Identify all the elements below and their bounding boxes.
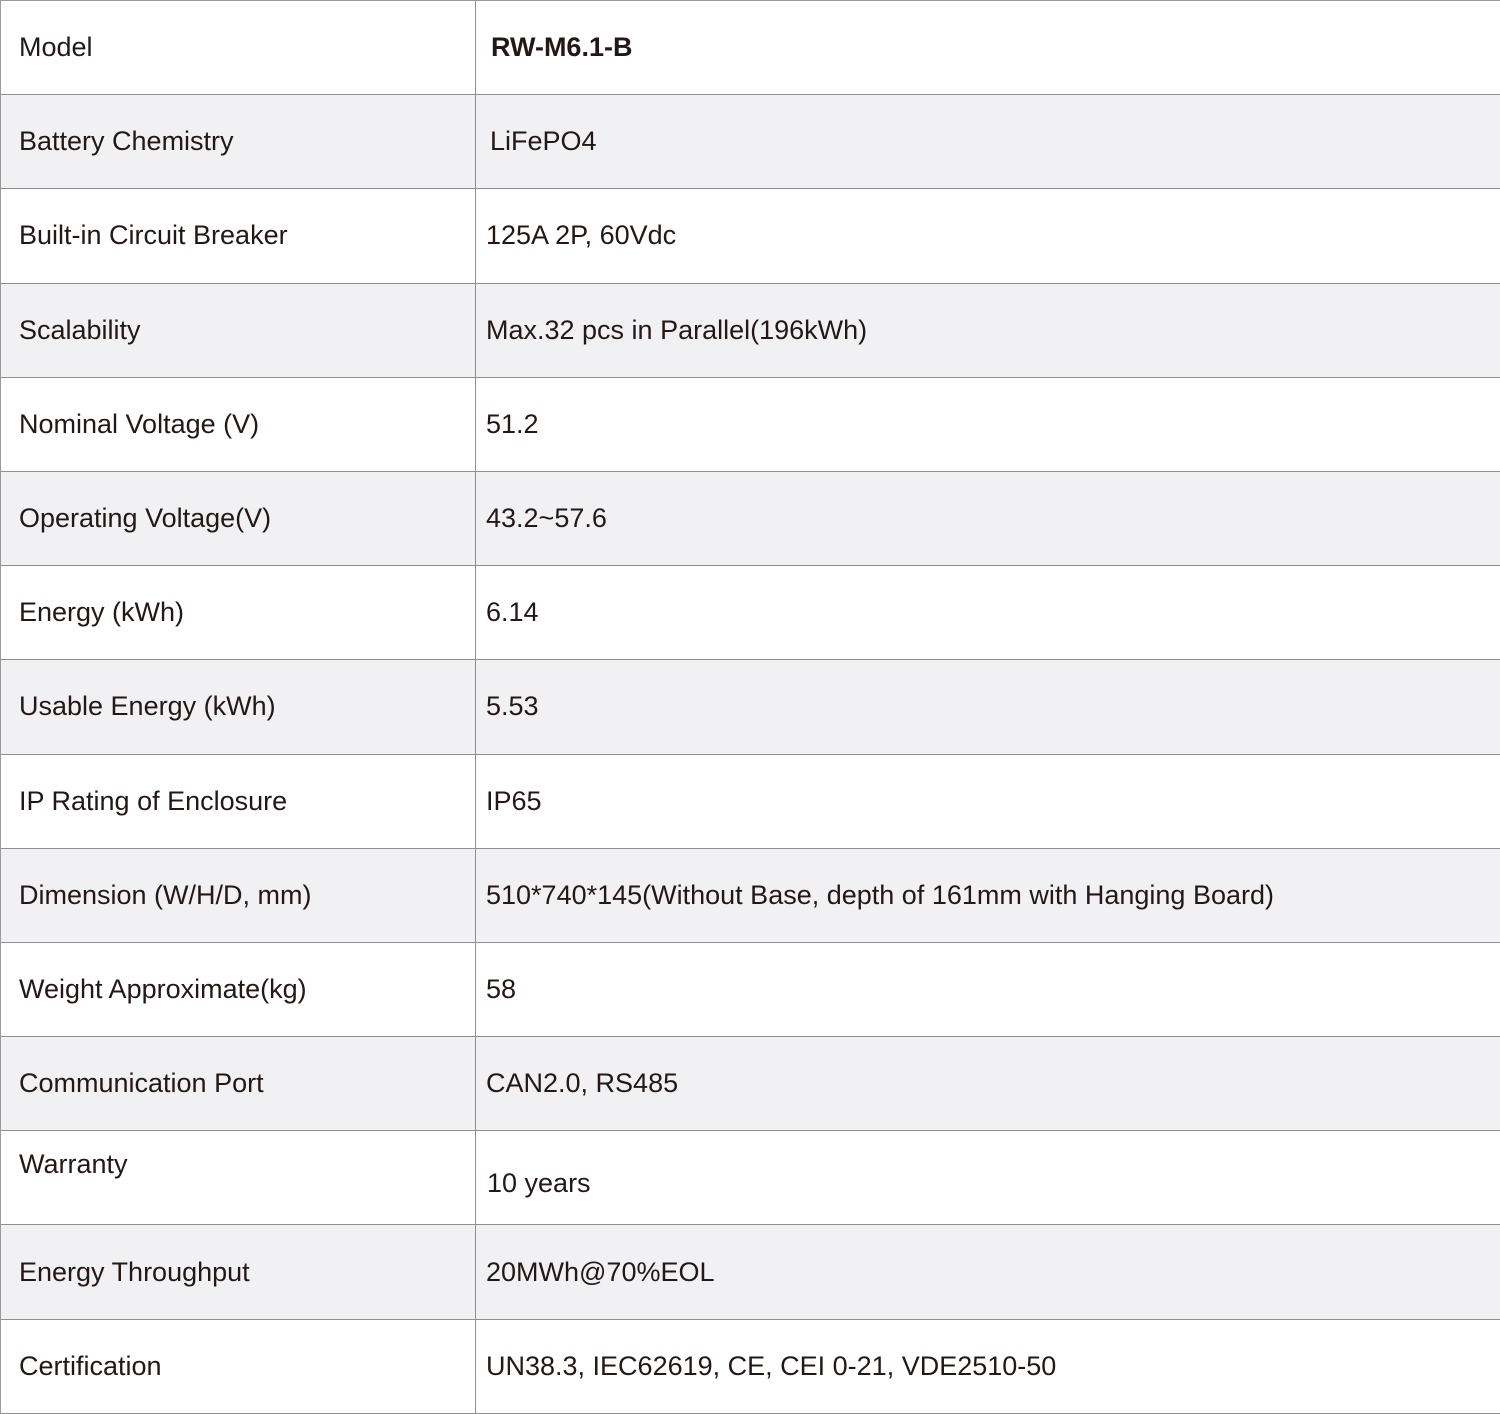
spec-row-nominal-voltage <box>1 378 1500 472</box>
spec-value: IP65 <box>486 785 542 816</box>
spec-label: Dimension (W/H/D, mm) <box>1 849 476 942</box>
spec-value: 20MWh@70%EOL <box>486 1256 715 1287</box>
spec-value: 125A 2P, 60Vdc <box>486 220 677 251</box>
spec-value: 51.2 <box>486 408 539 439</box>
spec-label: Warranty <box>1 1131 476 1224</box>
spec-label: Energy Throughput <box>1 1225 476 1318</box>
spec-row-warranty <box>1 1131 1500 1225</box>
spec-row-circuit-breaker <box>1 189 1500 283</box>
spec-label: Usable Energy (kWh) <box>1 660 476 753</box>
spec-value: 6.14 <box>486 597 539 628</box>
spec-value: 43.2~57.6 <box>486 503 607 534</box>
spec-label: IP Rating of Enclosure <box>1 755 476 848</box>
spec-label: Energy (kWh) <box>1 566 476 659</box>
spec-label: Communication Port <box>1 1037 476 1130</box>
spec-row-battery-chemistry <box>1 95 1500 189</box>
spec-value: 10 years <box>487 1168 591 1199</box>
spec-row-operating-voltage <box>1 472 1500 566</box>
spec-row-usable-energy <box>1 660 1500 754</box>
spec-value-model: RW-M6.1-B <box>491 32 633 63</box>
spec-row-certification <box>1 1320 1500 1414</box>
spec-value: 510*740*145(Without Base, depth of 161mm with Hanging Board) <box>486 879 1274 910</box>
spec-row-ip-rating <box>1 755 1500 849</box>
spec-row-dimension <box>1 849 1500 943</box>
spec-row-communication-port <box>1 1037 1500 1131</box>
spec-label: Model <box>1 1 476 94</box>
spec-label: Operating Voltage(V) <box>1 472 476 565</box>
spec-label: Built-in Circuit Breaker <box>1 189 476 282</box>
spec-value: LiFePO4 <box>490 126 597 157</box>
spec-label: Battery Chemistry <box>1 95 476 188</box>
spec-row-energy-throughput <box>1 1225 1500 1319</box>
spec-row-scalability <box>1 284 1500 378</box>
spec-label: Weight Approximate(kg) <box>1 943 476 1036</box>
spec-value: 58 <box>486 973 517 1004</box>
spec-label: Scalability <box>1 284 476 377</box>
spec-row-weight <box>1 943 1500 1037</box>
spec-value: CAN2.0, RS485 <box>486 1068 679 1099</box>
spec-row-model <box>1 1 1500 95</box>
spec-label: Nominal Voltage (V) <box>1 378 476 471</box>
spec-value: Max.32 pcs in Parallel(196kWh) <box>486 314 868 345</box>
spec-row-energy <box>1 566 1500 660</box>
spec-value: UN38.3, IEC62619, CE, CEI 0-21, VDE2510-50 <box>486 1350 1057 1381</box>
spec-value: 5.53 <box>486 691 539 722</box>
spec-label: Certification <box>1 1320 476 1413</box>
